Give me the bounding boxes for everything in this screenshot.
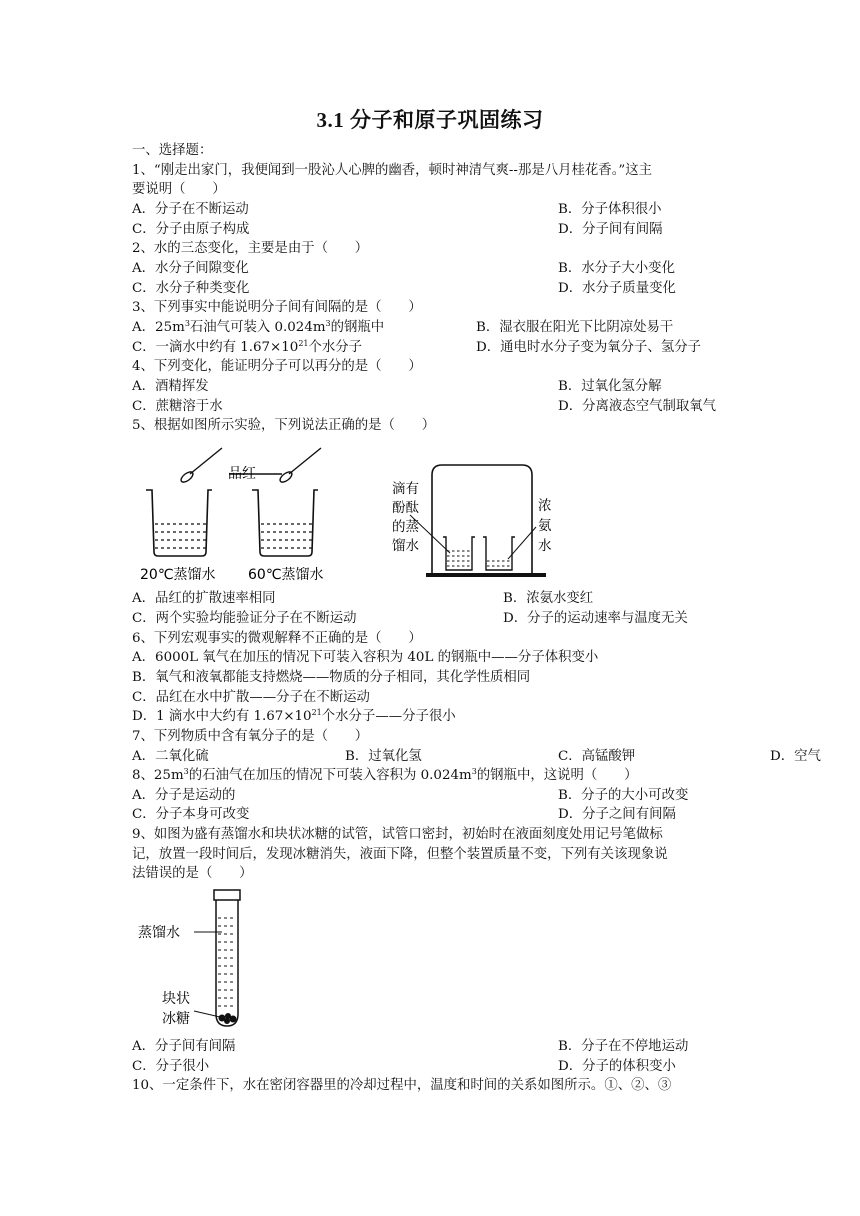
q4-stem: 4、下列变化，能证明分子可以再分的是（ ） [132,359,422,374]
q5-figure-beakers [132,440,352,585]
q3-option-a[interactable]: A．$25m^3$石油气可装入 $0.024m^3$的钢瓶中 [132,319,385,335]
q1-stem-line2: 要说明（ ） [132,182,226,197]
q7-stem: 7、下列物质中含有氧分子的是（ ） [132,729,369,744]
q3-option-b[interactable]: B．湿衣服在阳光下比阴凉处易干 [476,320,674,335]
q8-option-d[interactable]: D．分子之间有间隔 [558,807,676,822]
q4-option-a[interactable]: A．酒精挥发 [132,379,209,394]
q9-stem-line3: 法错误的是（ ） [132,866,253,881]
q9-stem-line2: 记，放置一段时间后，发现冰糖消失，液面下降，但整个装置质量不变，下列有关该现象说 [132,847,668,862]
q5-option-c[interactable]: C．两个实验均能验证分子在不断运动 [132,611,357,626]
q6-option-c[interactable]: C．品红在水中扩散——分子在不断运动 [132,690,370,705]
q3-option-c[interactable]: C．一滴水中约有 $1.67\times 10^{21}$个水分子 [132,339,363,355]
q7-option-a[interactable]: A．二氧化硫 [132,749,209,764]
q5-option-a[interactable]: A．品红的扩散速率相同 [132,591,276,606]
q1-option-d[interactable]: D．分子间有间隔 [558,222,663,237]
q9-option-d[interactable]: D．分子的体积变小 [558,1059,676,1074]
q9-option-b[interactable]: B．分子在不停地运动 [558,1039,689,1054]
q3-stem: 3、下列事实中能说明分子间有间隔的是（ ） [132,300,422,315]
q3-option-d[interactable]: D．通电时水分子变为氧分子、氢分子 [476,340,701,355]
q1-stem-line1: 1、“刚走出家门，我便闻到一股沁人心脾的幽香，顿时神清气爽--那是八月桂花香。”这主 [132,163,653,178]
q5-option-d[interactable]: D．分子的运动速率与温度无关 [503,611,688,626]
q4-option-c[interactable]: C．蔗糖溶于水 [132,399,223,414]
q2-stem: 2、水的三态变化，主要是由于（ ） [132,241,369,256]
section-heading: 一、选择题： [132,143,213,158]
q6-option-b[interactable]: B．氧气和液氧都能支持燃烧——物质的分子相同，其化学性质相同 [132,670,531,685]
q7-option-c[interactable]: C．高锰酸钾 [558,749,636,764]
q7-option-b[interactable]: B．过氧化氢 [345,749,422,764]
q10-stem: 10、一定条件下，水在密闭容器里的冷却过程中，温度和时间的关系如图所示。①、②、③ [132,1078,672,1093]
q1-option-c[interactable]: C．分子由原子构成 [132,222,250,237]
q1-option-b[interactable]: B．分子体积很小 [558,202,662,217]
q8-option-c[interactable]: C．分子本身可改变 [132,807,250,822]
q6-option-d[interactable]: D．1 滴水中大约有 $1.67\times 10^{21}$个水分子——分子很小 [132,708,456,724]
q5-stem: 5、根据如图所示实验，下列说法正确的是（ ） [132,418,436,433]
label-distilled-water: 蒸馏水 [138,925,180,941]
q7-option-d[interactable]: D．空气 [770,749,821,764]
q2-option-d[interactable]: D．水分子质量变化 [558,281,676,296]
q2-option-b[interactable]: B．水分子大小变化 [558,261,675,276]
label-60c-water: 60℃蒸馏水 [248,567,324,583]
q5-figure-bell-jar [388,455,558,580]
q5-option-b[interactable]: B．浓氨水变红 [503,591,594,606]
q8-option-a[interactable]: A．分子是运动的 [132,788,236,803]
q8-stem: 8、$25m^3$的石油气在加压的情况下可装入容积为 $0.024m^3$的钢瓶中，这说明（ ） [132,767,638,783]
q4-option-b[interactable]: B．过氧化氢分解 [558,379,662,394]
label-phenolphthalein-water: 滴有 酚酞 的蒸 馏水 [392,481,419,554]
label-20c-water: 20℃蒸馏水 [140,567,216,583]
q9-option-a[interactable]: A．分子间有间隔 [132,1039,236,1054]
q6-option-a[interactable]: A．6000L 氧气在加压的情况下可装入容积为 40L 的钢瓶中——分子体积变小 [132,650,599,665]
page-title: 3.1 分子和原子巩固练习 [316,108,544,132]
q2-option-c[interactable]: C．水分子种类变化 [132,281,250,296]
label-pinhong: 品红 [228,466,256,482]
q2-option-a[interactable]: A．水分子间隙变化 [132,261,249,276]
q6-stem: 6、下列宏观事实的微观解释不正确的是（ ） [132,631,422,646]
q4-option-d[interactable]: D．分离液态空气制取氧气 [558,399,717,414]
label-rock-sugar: 块状 冰糖 [162,991,190,1027]
q9-figure-test-tube [132,886,272,1036]
q8-option-b[interactable]: B．分子的大小可改变 [558,788,689,803]
label-ammonia: 浓 氨 水 [538,498,552,554]
q9-option-c[interactable]: C．分子很小 [132,1059,210,1074]
q9-stem-line1: 9、如图为盛有蒸馏水和块状冰糖的试管，试管口密封，初始时在液面刻度处用记号笔做标 [132,827,663,842]
q1-option-a[interactable]: A．分子在不断运动 [132,202,249,217]
